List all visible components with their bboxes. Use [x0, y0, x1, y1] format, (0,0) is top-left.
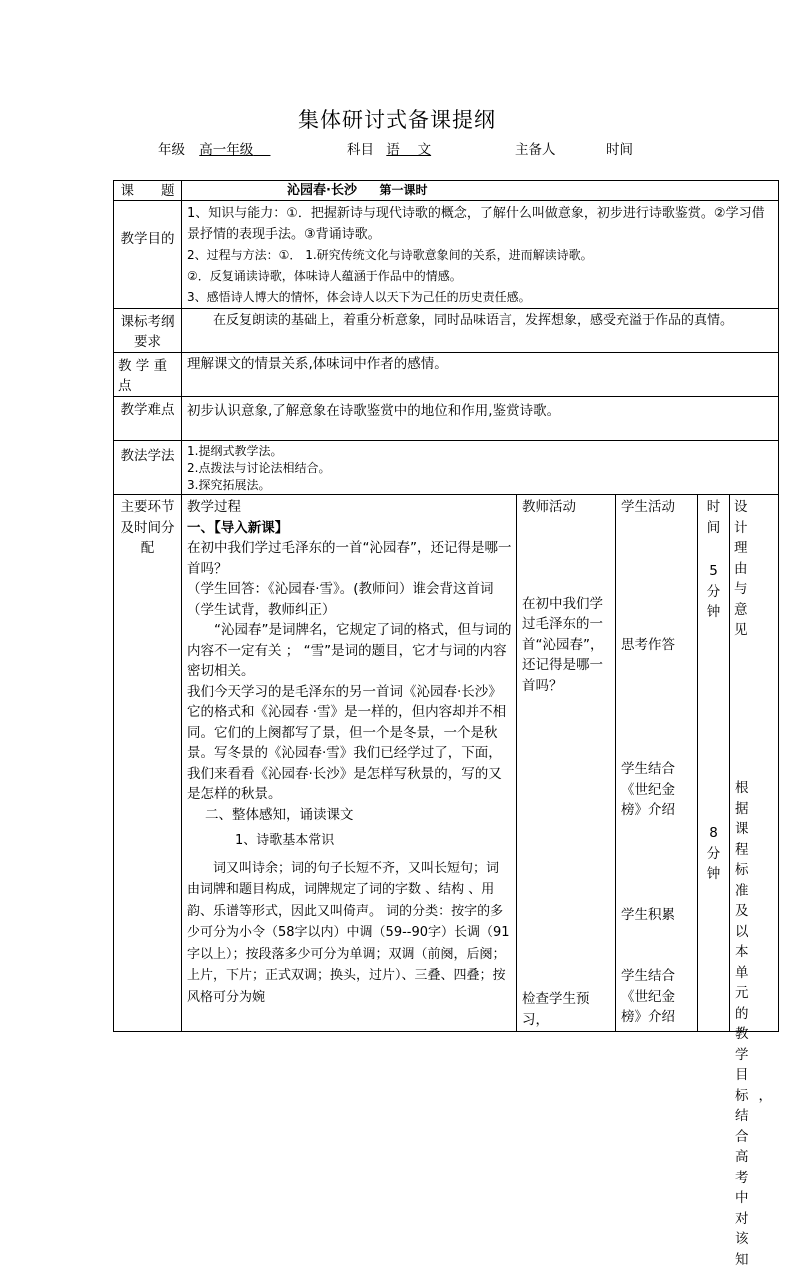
goal-item: 3、感悟诗人博大的情怀，体会诗人以天下为己任的历史责任感。	[187, 290, 531, 304]
time-column-label: 时间	[706, 499, 721, 536]
paragraph: （学生试背，教师纠正）	[187, 601, 336, 618]
key-point-label: 教 学 重 点	[114, 353, 182, 397]
time-unit: 分钟	[706, 583, 721, 620]
student-activity: 学生结合《世纪金榜》介绍	[621, 761, 675, 818]
goals-cell	[182, 201, 779, 309]
topic-value: 沁园春·长沙	[287, 183, 357, 198]
subject-value: 语 文	[386, 142, 432, 158]
difficulty-text: 初步认识意象,了解意象在诗歌鉴赏中的地位和作用,鉴赏诗歌。	[182, 397, 779, 441]
subsection-heading: 1、诗歌基本常识	[235, 833, 335, 848]
goals-label: 教学目的	[114, 201, 182, 309]
topic-value-cell	[182, 181, 779, 201]
section-heading: 二、整体感知，诵读课文	[205, 806, 354, 823]
method-item: 3.探究拓展法。	[187, 478, 271, 492]
teacher-activity: 检查学生预习，	[522, 991, 590, 1028]
grade-field	[158, 138, 270, 158]
section-heading: 一、【导入新课】	[187, 519, 289, 536]
reason-cell	[730, 495, 782, 1268]
goal-item: 1、知识与能力：①．把握新诗与现代诗歌的概念，了解什么叫做意象，初步进行诗歌鉴赏。②学习借景抒情的表现手法。③背诵诗歌。	[187, 206, 765, 242]
difficulty-row	[114, 397, 779, 441]
difficulty-label: 教学难点	[114, 397, 182, 441]
student-activity-cell	[616, 495, 698, 1032]
grade-value: 高一年级	[199, 142, 254, 158]
topic-period: 第一课时	[379, 183, 428, 197]
document-title: 集体研讨式备课提纲	[298, 108, 496, 132]
method-row	[114, 441, 779, 495]
goal-item: ②．反复诵读诗歌，体味诗人蕴涵于作品中的情感。	[187, 269, 462, 283]
preparer-label: 主备人	[515, 142, 556, 158]
lesson-plan-table	[113, 180, 782, 1268]
time-value: 8	[709, 825, 718, 841]
standard-label: 课标考纲要求	[114, 309, 182, 353]
time-allocation	[698, 823, 729, 885]
time-value: 5	[709, 563, 718, 579]
teacher-activity-label: 教师活动	[522, 499, 576, 515]
process-cell	[182, 495, 517, 1032]
method-label: 教法学法	[114, 441, 182, 495]
paragraph: （学生回答：《沁园春·雪》。(教师问）谁会背这首词	[187, 581, 494, 597]
key-point-row	[114, 353, 779, 397]
method-item: 2.点拨法与讨论法相结合。	[187, 461, 331, 475]
reason-label: 设计理由与意见	[734, 499, 758, 638]
goals-row	[114, 201, 779, 309]
standard-text: 在反复朗读的基础上，着重分析意象，同时品味语言，发挥想象，感受充溢于作品的真情。	[182, 309, 779, 353]
topic-label: 课 题	[114, 181, 182, 201]
student-activity: 学生结合《世纪金榜》介绍	[621, 968, 675, 1025]
time-allocation	[698, 561, 729, 623]
method-cell	[182, 441, 779, 495]
time-label: 时间	[606, 142, 633, 158]
grade-label: 年级	[158, 142, 185, 158]
paragraph: 词又叫诗余；词的句子长短不齐，又叫长短句；词 由词牌和题目构成，词牌规定了词的字数 、结构 、用韵、乐谱等形式，因此又叫倚声。 词的分类：按字的多少可分为小令（58字以内）中调（59--90字）长调（91字以上）；按段落多少可分为单调；双调（前阕，后阕；上片，下片；正式双调；换头，过片）、三叠、四叠；按风格可分为婉	[187, 860, 510, 1005]
student-activity: 思考作答	[621, 637, 675, 653]
process-row	[114, 495, 779, 1032]
topic-row	[114, 181, 779, 201]
key-point-text: 理解课文的情景关系,体味词中作者的感情。	[182, 353, 779, 397]
reason-text: 根据课程标准及以本单元的教学目标，结合高考中对该知	[735, 780, 782, 1268]
student-activity: 学生积累	[621, 907, 675, 923]
student-activity-label: 学生活动	[621, 499, 675, 515]
paragraph: 在初中我们学过毛泽东的一首“沁园春”，还记得是哪一首吗？	[187, 540, 512, 577]
subject-label: 科目	[347, 142, 374, 158]
process-label: 主要环节及时间分配	[114, 495, 182, 1032]
process-heading: 教学过程	[187, 499, 241, 515]
teacher-activity-cell	[517, 495, 616, 1032]
paragraph: 我们今天学习的是毛泽东的另一首词《沁园春·长沙》它的格式和《沁园春 ·雪》是一样的，但内容却并不相同。它们的上阕都写了景，但一个是冬景，一个是秋景。写冬景的《沁园春·雪》我们已经学过了，下面，我们来看看《沁园春·长沙》是怎样写秋景的，写的又是怎样的秋景。	[187, 683, 507, 802]
teacher-activity: 在初中我们学过毛泽东的一首“沁园春”，还记得是哪一首吗？	[522, 595, 604, 694]
subject-field	[347, 138, 431, 158]
method-item: 1.提纲式教学法。	[187, 444, 283, 458]
standard-row	[114, 309, 779, 353]
time-unit: 分钟	[706, 845, 721, 882]
time-cell	[698, 495, 730, 1032]
paragraph: “沁园春”是词牌名，它规定了词的格式，但与词的内容不一定有关 ； “雪”是词的题目，它才与词的内容密切相关。	[187, 622, 512, 679]
goal-item: 2、过程与方法：①． 1.研究传统文化与诗歌意象间的关系，进而解读诗歌。	[187, 248, 593, 262]
